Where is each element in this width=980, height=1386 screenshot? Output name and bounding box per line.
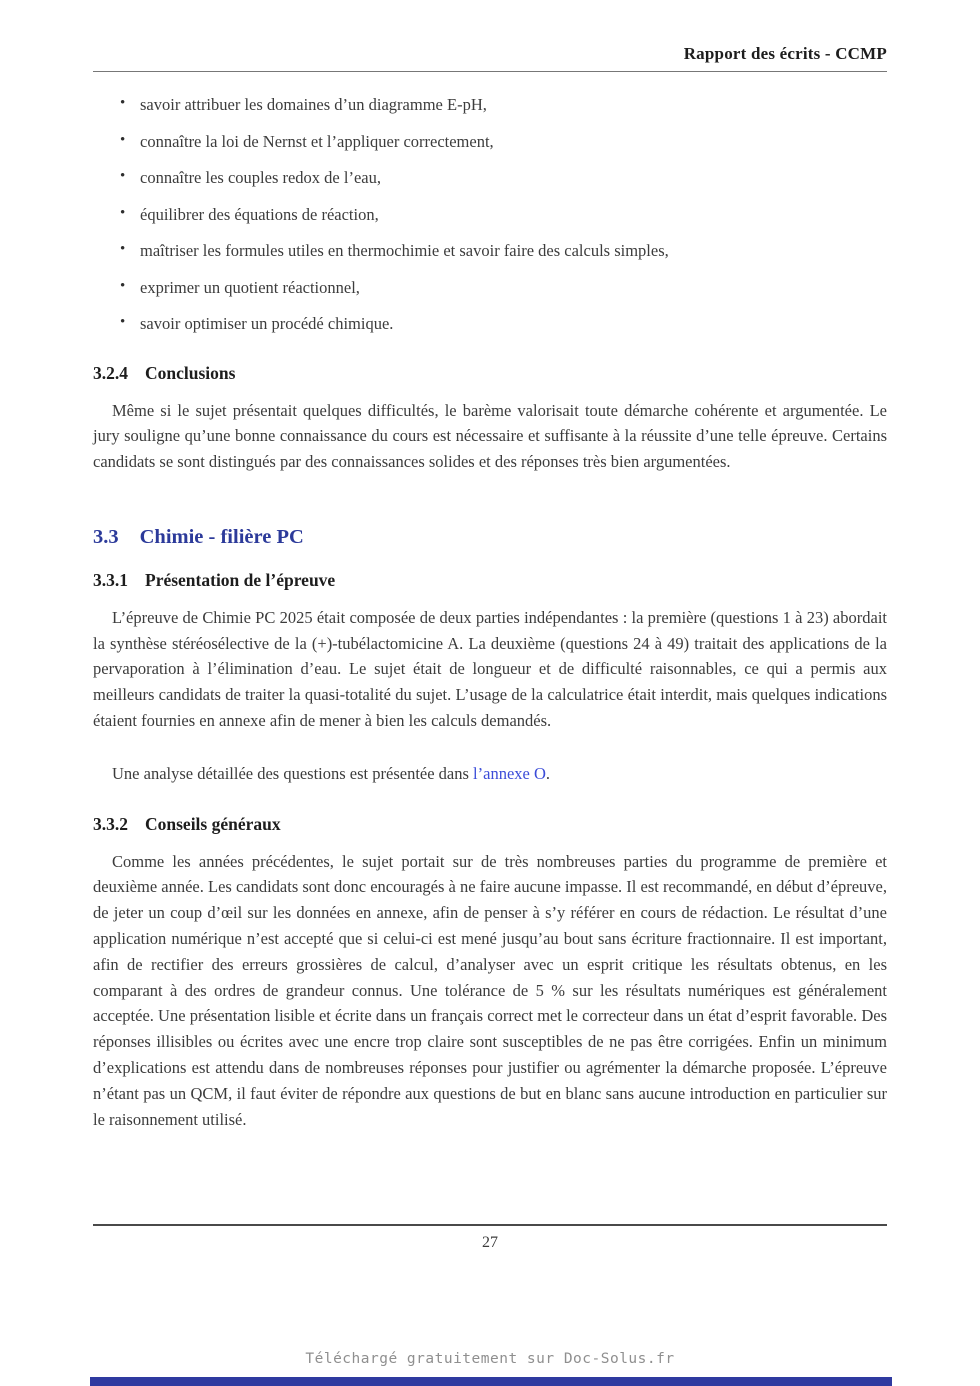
heading-title: Présentation de l’épreuve	[145, 569, 336, 590]
list-item-text: exprimer un quotient réactionnel,	[140, 277, 360, 297]
list-item-text: savoir optimiser un procédé chimique.	[140, 314, 394, 333]
footer-rule	[93, 1224, 887, 1226]
list-item	[93, 314, 887, 334]
page-header	[93, 0, 887, 72]
conclusions-paragraph: Même si le sujet présentait quelques difficultés, le barème valorisait toute démarche cohérente et argumentée. Le jury souligne qu’une bonne connaissance du cours est nécessaire et suffisante à la réussite d’une telle épreuve. Certains candidats se sont distingués par des connaissances solides et des réponses très bien argumentées.	[93, 400, 887, 472]
analysis-text-end: .	[545, 763, 551, 783]
bullet-icon: •	[120, 241, 126, 257]
list-item	[93, 168, 887, 188]
analysis-text: Une analyse détaillée des questions est présentée dans	[112, 763, 474, 783]
list-item-text: équilibrer des équations de réaction,	[140, 204, 379, 224]
heading-number: 3.2.4	[93, 362, 128, 383]
header-rule	[93, 71, 887, 72]
bullet-icon: •	[120, 95, 126, 111]
heading-conseils	[93, 814, 887, 835]
conseils-paragraph: Comme les années précédentes, le sujet portait sur de très nombreuses parties du programme de première et deuxième année. Les candidats sont donc encouragés à ne faire aucune impasse. Il est recommandé, en début d’épreuve, de jeter un coup d’œil sur les données en annexe, afin de penser à s’y référer en cours de rédaction. Le résultat d’une application numérique n’est accepté que si celui-ci est mené jusqu’au bout sans écriture fractionnaire. Il est important, afin de rectifier des erreurs grossières de calcul, d’analyser avec un esprit critique les résultats obtenus, en les comparant à des ordres de grandeur connus. Une tolérance de 5 % sur les résultats numériques est généralement acceptée. Une présentation lisible et écrite dans un français correct met le correcteur dans un état d’esprit favorable. Des réponses illisibles ou écrites avec une encre trop claire sont susceptibles de ne pas être corrigées. Enfin un minimum d’explications est attendu dans de nombreuses réponses pour justifier ou agrémenter la démarche proposée. L’épreuve n’étant pas un QCM, il faut éviter de répondre aux questions de but en blanc sans aucune introduction en particulier sur le raisonnement utilisé.	[93, 851, 887, 1129]
download-note: Téléchargé gratuitement sur Doc-Solus.fr	[305, 1351, 675, 1367]
heading-number: 3.3.1	[93, 569, 128, 590]
list-item	[93, 278, 887, 298]
presentation-paragraph: L’épreuve de Chimie PC 2025 était composée de deux parties indépendantes : la première (questions 1 à 23) abordait la synthèse stéréosélective de la (+)-tubélactomicine A. La deuxième (questions 24 à 49) traitait des applications de la pervaporation à l’élimination d’eau. Le sujet était de longueur et de difficulté raisonnables, ce qui a permis aux meilleurs candidats de traiter la quasi-totalité du sujet. L’usage de la calculatrice était interdit, mais quelques indications étaient fournies en annexe afin de mener à bien les calculs demandés.	[93, 607, 887, 731]
list-item	[93, 205, 887, 225]
heading-number: 3.3.2	[93, 813, 128, 834]
page-number: 27	[482, 1234, 498, 1251]
list-item	[93, 241, 887, 261]
list-item-text: savoir attribuer les domaines d’un diagramme E-pH,	[140, 95, 487, 114]
list-item-text: connaître les couples redox de l’eau,	[140, 168, 381, 187]
list-item-text: maîtriser les formules utiles en thermochimie et savoir faire des calculs simples,	[140, 241, 669, 260]
list-item	[93, 95, 887, 115]
heading-title: Conclusions	[145, 362, 236, 383]
heading-number: 3.3	[93, 525, 119, 548]
objectives-bullet-list	[93, 95, 887, 334]
running-header-title: Rapport des écrits - CCMP	[683, 44, 887, 63]
bullet-icon: •	[120, 131, 126, 148]
heading-title: Conseils généraux	[145, 813, 281, 834]
heading-presentation	[93, 570, 887, 591]
annexe-o-link[interactable]: l’annexe O	[473, 763, 546, 783]
heading-title: Chimie - filière PC	[139, 525, 304, 548]
heading-conclusions	[93, 363, 887, 384]
list-item	[93, 132, 887, 152]
list-item-text: connaître la loi de Nernst et l’appliquer correctement,	[140, 131, 494, 151]
bottom-blue-bar	[90, 1377, 892, 1386]
heading-chimie-pc	[93, 526, 887, 549]
bullet-icon: •	[120, 204, 126, 221]
bullet-icon: •	[120, 277, 126, 294]
bullet-icon: •	[120, 168, 126, 184]
bullet-icon: •	[120, 314, 126, 330]
analysis-paragraph	[93, 761, 887, 787]
